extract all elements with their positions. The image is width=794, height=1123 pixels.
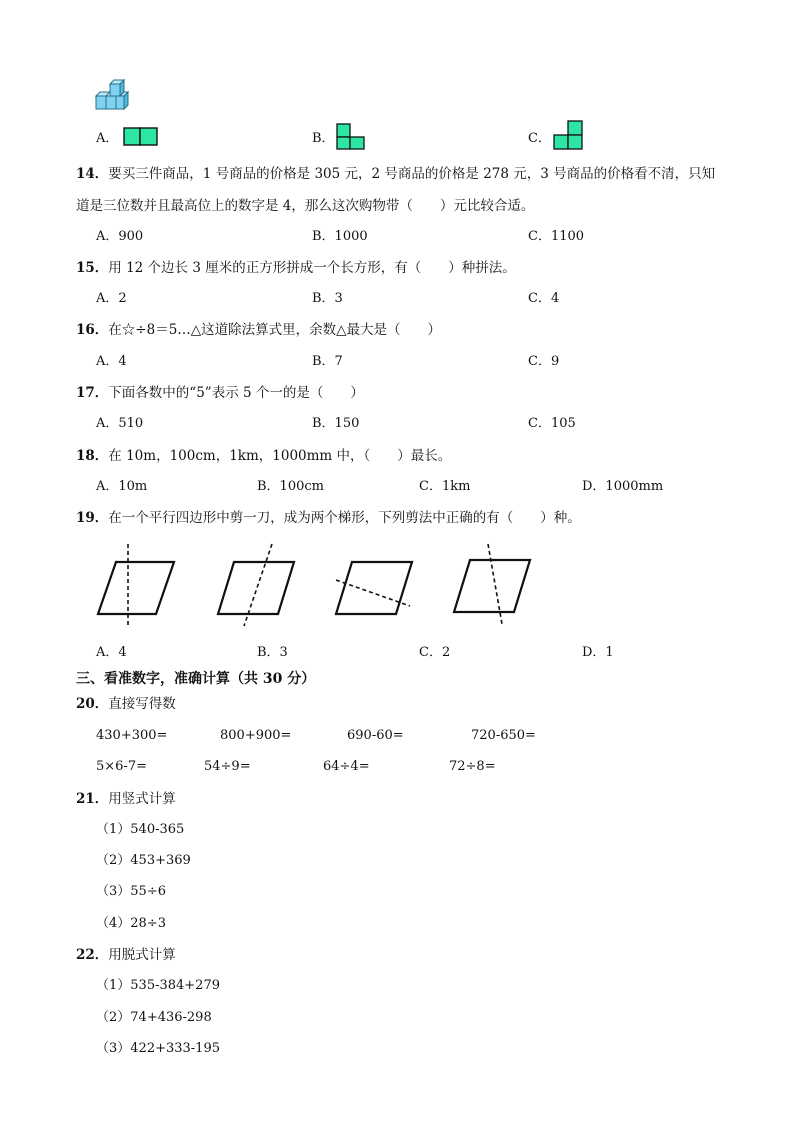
q13-option-c-view bbox=[553, 120, 585, 152]
q20-text: 直接写得数 bbox=[108, 696, 176, 712]
q22-item-2: （2）74+436-298 bbox=[96, 1010, 212, 1025]
q22-text: 用脱式计算 bbox=[108, 947, 176, 963]
q16-option-b: B．7 bbox=[312, 354, 343, 369]
q20-number: 20． bbox=[76, 696, 109, 712]
parallelogram-cut-4 bbox=[450, 542, 534, 626]
q19-option-d: D．1 bbox=[582, 645, 614, 660]
q19-option-a: A．4 bbox=[96, 645, 127, 660]
q20-calc-7: 64÷4= bbox=[323, 759, 370, 774]
q15-option-b: B．3 bbox=[312, 291, 343, 306]
q14-text-line2: 道是三位数并且最高位上的数字是 4，那么这次购物带（ ）元比较合适。 bbox=[76, 198, 535, 214]
q19-option-c: C．2 bbox=[419, 645, 451, 660]
parallelogram-cut-3 bbox=[332, 542, 416, 626]
q18-number: 18． bbox=[76, 448, 109, 464]
q19-text: 在一个平行四边形中剪一刀，成为两个梯形，下列剪法中正确的有（ ）种。 bbox=[108, 510, 581, 526]
q13-option-c-label: C． bbox=[528, 131, 551, 146]
q21-item-2: （2）453+369 bbox=[96, 853, 191, 868]
q14-option-a: A．900 bbox=[96, 229, 144, 244]
q21-text: 用竖式计算 bbox=[108, 791, 176, 807]
q20-calc-6: 54÷9= bbox=[204, 759, 251, 774]
q19-number: 19． bbox=[76, 510, 109, 526]
q13-option-a-label: A． bbox=[96, 131, 119, 146]
q18-option-b: B．100cm bbox=[257, 479, 324, 494]
q20-calc-2: 800+900= bbox=[220, 728, 292, 743]
q20-line bbox=[76, 694, 176, 714]
q16-option-a: A．4 bbox=[96, 354, 127, 369]
q22-number: 22． bbox=[76, 947, 109, 963]
q21-line bbox=[76, 789, 176, 809]
q22-item-1: （1）535-384+279 bbox=[96, 978, 220, 993]
q14-option-c: C．1100 bbox=[528, 229, 585, 244]
q19-line bbox=[76, 508, 581, 528]
q13-option-b-label: B． bbox=[312, 131, 335, 146]
q17-line bbox=[76, 383, 364, 403]
q15-option-c: C．4 bbox=[528, 291, 560, 306]
q21-item-1: （1）540-365 bbox=[96, 822, 185, 837]
q15-text: 用 12 个边长 3 厘米的正方形拼成一个长方形，有（ ）种拼法。 bbox=[108, 260, 516, 276]
q14-number: 14． bbox=[76, 166, 109, 182]
q17-number: 17． bbox=[76, 385, 109, 401]
q15-option-a: A．2 bbox=[96, 291, 127, 306]
q17-text: 下面各数中的“5”表示 5 个一的是（ ） bbox=[108, 385, 364, 401]
q22-item-3: （3）422+333-195 bbox=[96, 1041, 220, 1056]
q18-option-d: D．1000mm bbox=[582, 479, 664, 494]
q14-text-line1: 要买三件商品，1 号商品的价格是 305 元，2 号商品的价格是 278 元，3 号商品的价格看不清，只知 bbox=[108, 166, 716, 182]
q17-option-b: B．150 bbox=[312, 416, 360, 431]
q18-line bbox=[76, 446, 451, 466]
parallelogram-cut-2 bbox=[214, 542, 298, 626]
q16-line bbox=[76, 320, 441, 340]
parallelogram-cut-1 bbox=[94, 542, 178, 626]
q18-text: 在 10m，100cm，1km，1000mm 中，（ ）最长。 bbox=[108, 448, 452, 464]
q17-option-a: A．510 bbox=[96, 416, 144, 431]
section-3-title: 三、看准数字，准确计算（共 30 分） bbox=[76, 671, 316, 687]
q16-number: 16． bbox=[76, 322, 109, 338]
cube-stack-figure bbox=[94, 76, 130, 112]
q20-calc-4: 720-650= bbox=[471, 728, 536, 743]
q13-option-a-view bbox=[123, 127, 159, 147]
q14-line1 bbox=[76, 164, 715, 184]
q15-line bbox=[76, 258, 516, 278]
q19-option-b: B．3 bbox=[257, 645, 288, 660]
q14-option-b: B．1000 bbox=[312, 229, 368, 244]
q20-calc-3: 690-60= bbox=[347, 728, 404, 743]
q18-option-a: A．10m bbox=[96, 479, 148, 494]
q16-option-c: C．9 bbox=[528, 354, 560, 369]
q13-option-b-view bbox=[336, 123, 368, 151]
q16-text: 在☆÷8＝5…△这道除法算式里，余数△最大是（ ） bbox=[108, 322, 442, 338]
q17-option-c: C．105 bbox=[528, 416, 576, 431]
q18-option-c: C．1km bbox=[419, 479, 471, 494]
q20-calc-8: 72÷8= bbox=[449, 759, 496, 774]
q21-item-3: （3）55÷6 bbox=[96, 884, 166, 899]
q20-calc-5: 5×6-7= bbox=[96, 759, 147, 774]
q21-item-4: （4）28÷3 bbox=[96, 916, 166, 931]
q20-calc-1: 430+300= bbox=[96, 728, 168, 743]
q22-line bbox=[76, 945, 176, 965]
q21-number: 21． bbox=[76, 791, 109, 807]
q15-number: 15． bbox=[76, 260, 109, 276]
